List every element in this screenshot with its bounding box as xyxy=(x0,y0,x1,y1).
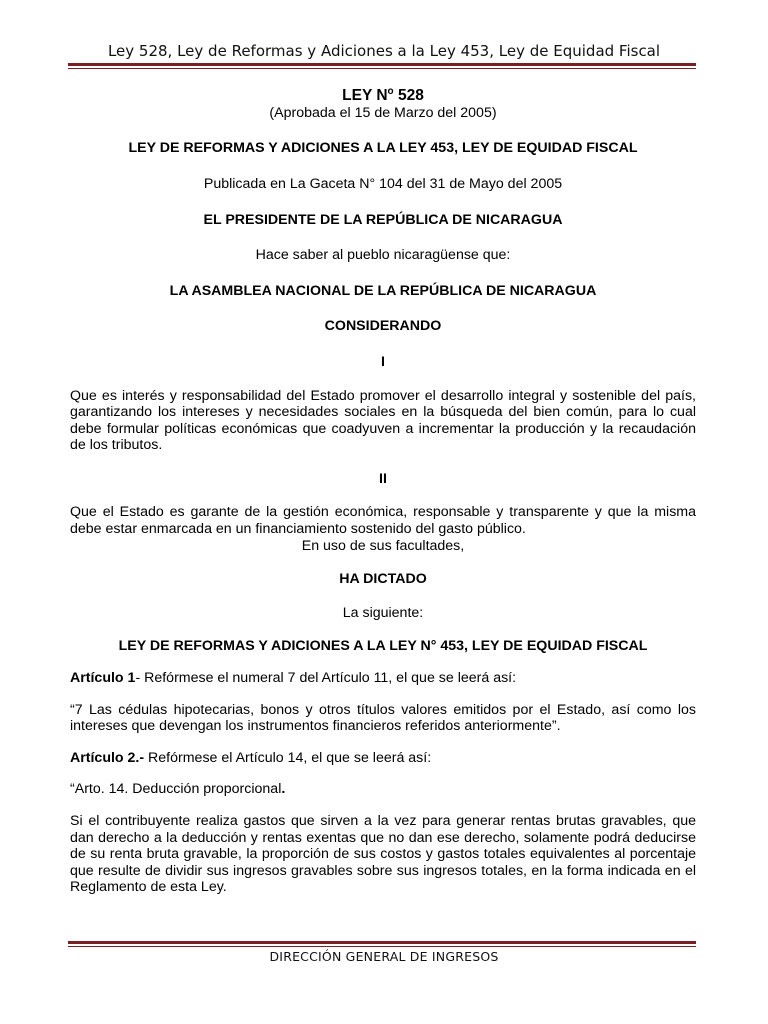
la-siguiente: La siguiente: xyxy=(342,604,424,621)
article-1-quote: “7 Las cédulas hipotecarias, bonos y otros títulos valores emitidos por el Estado, así como los intereses que devengan los instrumentos financieros referidos anteriormente”. xyxy=(70,701,696,735)
article-2 xyxy=(70,750,696,767)
page-header-title: Ley 528, Ley de Reformas y Adiciones a la Ley 453, Ley de Equidad Fiscal xyxy=(107,42,661,60)
law-full-title: LEY DE REFORMAS Y ADICIONES A LA LEY N° 453, LEY DE EQUIDAD FISCAL xyxy=(118,638,648,655)
article-1-text: - Refórmese el numeral 7 del Artículo 11, el que se leerá así: xyxy=(135,670,517,687)
document-body xyxy=(70,84,696,896)
arto-14-heading: “Arto. 14. Deducción proporcional. xyxy=(70,781,286,798)
considerando-paragraph-1: Que es interés y responsabilidad del Estado promover el desarrollo integral y sostenible del país, garantizando los intereses y necesidades sociales en la búsqueda del bien común, para lo cual debe formular políticas económicas que coadyuven a incrementar la producción y la recaudación de los tributos. xyxy=(70,387,696,454)
article-2-text: Refórmese el Artículo 14, el que se leerá así: xyxy=(144,749,432,766)
roman-numeral-ii: II xyxy=(379,470,387,487)
footer-rule xyxy=(68,941,696,947)
law-number-title: LEY $N^o$ 528 xyxy=(342,86,424,105)
asamblea-heading: LA ASAMBLEA NACIONAL DE LA REPÚBLICA DE NICARAGUA xyxy=(169,282,597,299)
article-1 xyxy=(70,670,696,687)
article-1-label: Artículo 1 xyxy=(70,670,136,687)
footer-text: DIRECCIÓN GENERAL DE INGRESOS xyxy=(269,949,499,964)
publication-info: Publicada en La Gaceta N° 104 del 31 de Mayo del 2005 xyxy=(203,175,563,192)
ha-dictado-heading: HA DICTADO xyxy=(339,571,427,588)
facultades-line: En uso de sus facultades, xyxy=(301,537,465,554)
reform-title: LEY DE REFORMAS Y ADICIONES A LA LEY 453, LEY DE EQUIDAD FISCAL xyxy=(128,140,638,157)
considerando-paragraph-2: Que el Estado es garante de la gestión económica, responsable y transparente y que la misma debe estar enmarcada en un financiamiento sostenido del gasto público. xyxy=(70,504,696,538)
roman-numeral-i: I xyxy=(381,353,385,370)
article-2-label: Artículo 2.- xyxy=(70,749,145,766)
arto-14-paragraph: Si el contribuyente realiza gastos que sirven a la vez para generar rentas brutas gravables, que dan derecho a la deducción y rentas exentas que no dan ese derecho, solamente podrá deducirse de su renta bruta gravable, la proporción de sus costos y gastos totales equivalentes al porcentaje que resulte de dividir sus ingresos gravables sobre sus ingresos totales, en la forma indicada en el Reglamento de esta Ley. xyxy=(70,813,696,896)
considerando-heading: CONSIDERANDO xyxy=(324,318,442,335)
header-rule xyxy=(68,63,696,69)
hace-saber: Hace saber al pueblo nicaragüense que: xyxy=(255,247,511,264)
president-heading: EL PRESIDENTE DE LA REPÚBLICA DE NICARAGUA xyxy=(203,211,563,228)
approval-date: (Aprobada el 15 de Marzo del 2005) xyxy=(269,104,497,121)
